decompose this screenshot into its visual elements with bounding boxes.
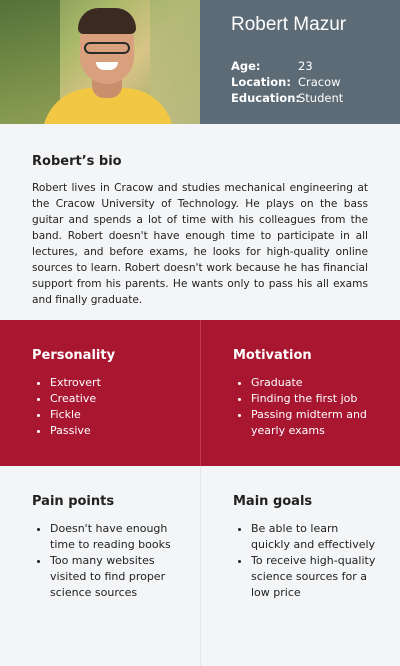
list-item: • Extrovert [50, 375, 180, 391]
grey-section [0, 466, 400, 666]
personality-list [32, 375, 180, 439]
photo-glasses [84, 42, 130, 54]
persona-header [0, 0, 400, 124]
list-item: • Passing midterm and yearly exams [251, 407, 380, 439]
personality-block [0, 320, 200, 466]
info-value: 23 [298, 59, 313, 73]
motivation-title: Motivation [233, 348, 312, 363]
main-goals-block [200, 466, 400, 666]
list-item: • Finding the first job [251, 391, 380, 407]
pain-points-block [0, 466, 200, 666]
list-item: • To receive high-quality science sources for a low price [251, 553, 380, 601]
info-value: Student [298, 91, 344, 105]
photo-background [0, 0, 60, 124]
info-label: Age: [231, 59, 261, 73]
personality-title: Personality [32, 348, 116, 363]
pain-points-list [32, 521, 180, 601]
motivation-list [233, 375, 380, 439]
motivation-block [200, 320, 400, 466]
list-item: • Too many websites visited to find proper science sources [50, 553, 180, 601]
persona-name: Robert Mazur [231, 14, 347, 35]
info-label: Location: [231, 75, 291, 89]
persona-info-panel [200, 0, 400, 124]
info-row-education [231, 90, 400, 106]
list-item: • Passive [50, 423, 180, 439]
list-item: • Doesn't have enough time to reading books [50, 521, 180, 553]
list-item: • Graduate [251, 375, 380, 391]
photo-hair [78, 8, 136, 34]
bio-text: Robert lives in Cracow and studies mechanical engineering at the Cracow University of Technology. He plays on the bass guitar and spends a lot of time with his colleagues from the band. Robert doesn't have enough time to participate in all lectures, and before exams, he looks for high-quality online sources to learn. Robert doesn't work because he has financial support from his parents. He wants only to pass his all exams and finally graduate. [32, 182, 368, 306]
bio-section [0, 124, 400, 320]
info-row-location [231, 74, 400, 90]
main-goals-title: Main goals [233, 494, 313, 509]
red-section [0, 320, 400, 466]
bio-title: Robert’s bio [32, 154, 122, 169]
info-label: Education: [231, 91, 300, 105]
info-row-age [231, 58, 400, 74]
list-item: • Fickle [50, 407, 180, 423]
list-item: • Creative [50, 391, 180, 407]
pain-points-title: Pain points [32, 494, 115, 509]
info-value: Cracow [298, 75, 341, 89]
list-item: • Be able to learn quickly and effectively [251, 521, 380, 553]
main-goals-list [233, 521, 380, 601]
profile-photo [0, 0, 200, 124]
